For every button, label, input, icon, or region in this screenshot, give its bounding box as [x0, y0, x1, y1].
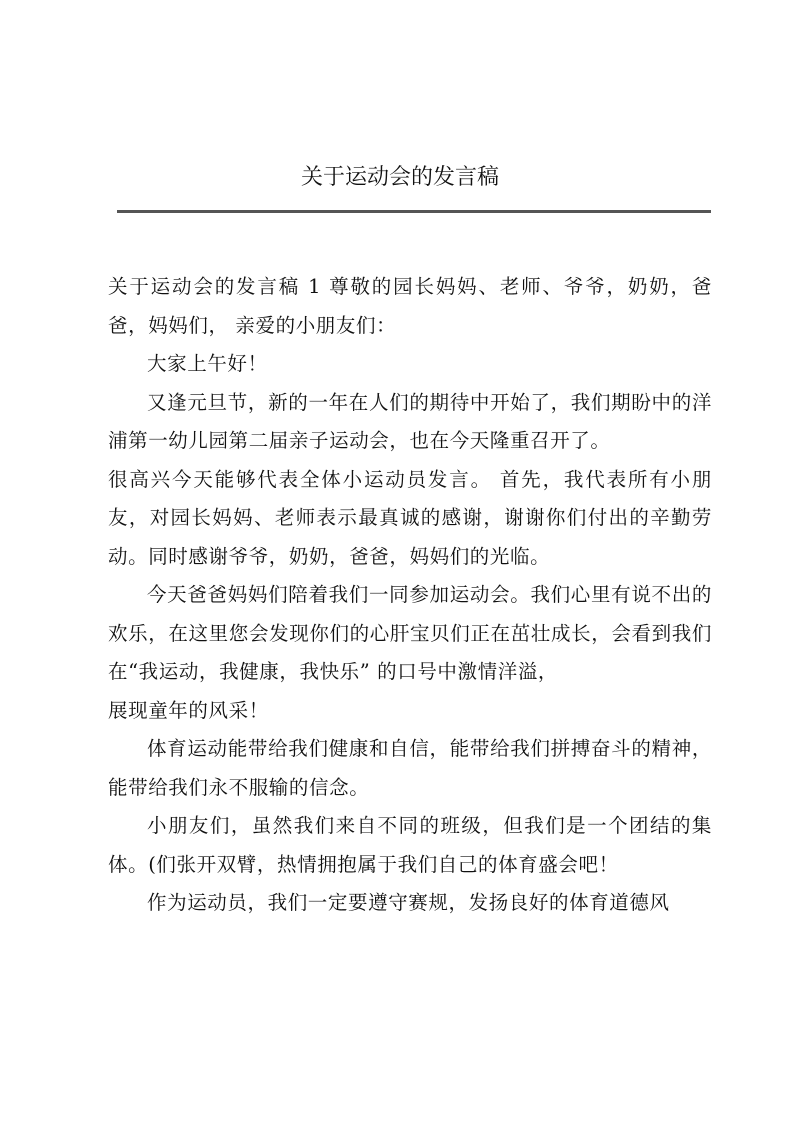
title-divider	[117, 210, 711, 213]
paragraph: 关于运动会的发言稿 1 尊敬的园长妈妈、老师、爷爷，奶奶，爸爸，妈妈们， 亲爱的小朋友们：	[108, 275, 712, 337]
paragraph: 展现童年的风采！	[108, 698, 269, 722]
paragraph: 今天爸爸妈妈们陪着我们一同参加运动会。我们心里有说不出的欢乐，在这里您会发现你们的心肝宝贝们正在茁壮成长，会看到我们在“我运动，我健康，我快乐” 的口号中激情洋溢，	[108, 583, 712, 683]
paragraph: 作为运动员，我们一定要遵守赛规，发扬良好的体育道德风	[147, 891, 670, 914]
paragraph: 又逢元旦节，新的一年在人们的期待中开始了，我们期盼中的洋浦第一幼儿园第二届亲子运动会，也在今天隆重召开了。	[108, 390, 712, 452]
paragraph: 小朋友们，虽然我们来自不同的班级，但我们是一个团结的集体。(们张开双臂，热情拥抱属于我们自己的体育盛会吧！	[108, 814, 712, 876]
paragraph: 大家上午好！	[147, 352, 268, 375]
document-title: 关于运动会的发言稿	[300, 165, 499, 190]
paragraph: 很高兴今天能够代表全体小运动员发言。 首先，我代表所有小朋友，对园长妈妈、老师表示最真诚的感谢，谢谢你们付出的辛勤劳动。同时感谢爷爷，奶奶，爸爸，妈妈们的光临。	[108, 467, 712, 568]
document-body	[108, 268, 712, 923]
paragraph: 体育运动能带给我们健康和自信，能带给我们拼搏奋斗的精神，能带给我们永不服输的信念。	[108, 737, 712, 799]
